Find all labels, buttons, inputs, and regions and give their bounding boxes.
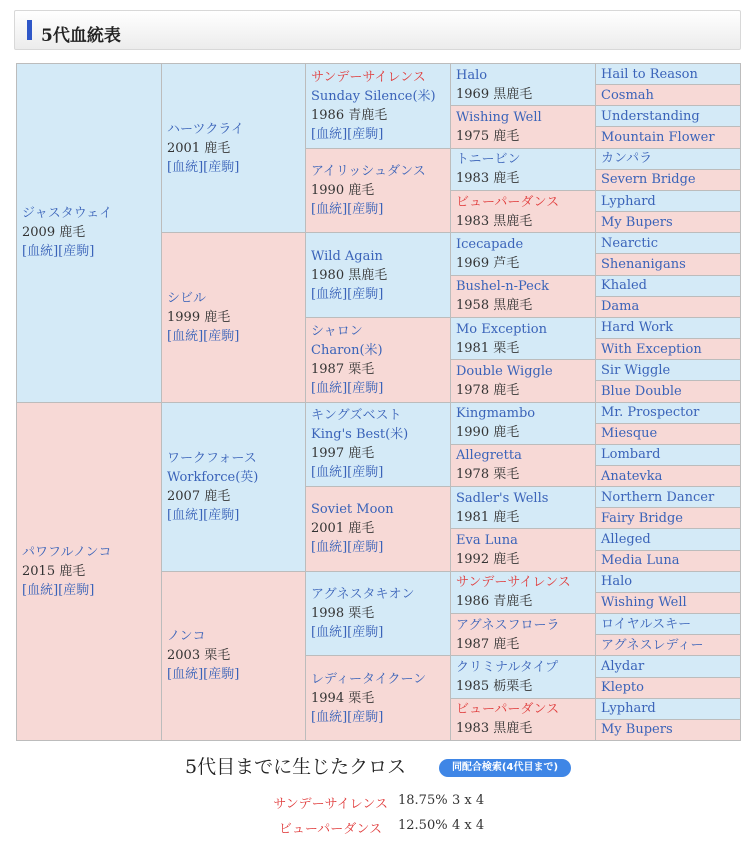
horse-name-link[interactable]: Lombard <box>601 447 661 463</box>
horse-name-line <box>311 341 446 360</box>
horse-name-link[interactable]: Mountain Flower <box>601 130 715 146</box>
offspring-link[interactable]: [産駒] <box>347 709 384 725</box>
horse-name-link[interactable]: Icecapade <box>456 236 524 252</box>
horse-name-link[interactable]: シビル <box>167 290 207 306</box>
horse-birth-color: 1981 栗毛 <box>456 340 520 356</box>
blood-link[interactable]: [血統] <box>311 540 348 556</box>
offspring-link[interactable]: [産駒] <box>347 286 384 302</box>
ancestor-cell-gen5 <box>596 381 741 402</box>
horse-name-link[interactable]: Shenanigans <box>601 256 686 272</box>
horse-birth-color: 1998 栗毛 <box>311 606 375 622</box>
ancestor-cell-gen5 <box>596 677 741 698</box>
ancestor-cell-g4 <box>451 360 596 402</box>
cross-title: 5代目までに生じたクロス <box>185 756 407 778</box>
horse-name-link[interactable]: Sunday Silence(米) <box>311 88 436 104</box>
ancestor-cell-gen5 <box>596 148 741 169</box>
ancestor-cell-gen5 <box>596 529 741 550</box>
horse-name-line <box>311 322 446 341</box>
cross-generation: 4 x 4 <box>452 818 485 833</box>
blood-link[interactable]: [血統] <box>311 126 348 142</box>
cross-percent: 18.75% <box>398 793 448 808</box>
ancestor-cell-g3 <box>306 571 451 656</box>
horse-name-link[interactable]: King's Best(米) <box>311 427 409 443</box>
cross-generation: 3 x 4 <box>452 793 485 808</box>
ancestor-cell-gen5 <box>596 169 741 190</box>
ancestor-cell-gen5 <box>596 85 741 106</box>
horse-name-link[interactable]: With Exception <box>601 341 702 357</box>
horse-name-line <box>456 277 591 296</box>
cross-percent: 12.50% <box>398 818 448 833</box>
blood-link[interactable]: [血統] <box>311 201 348 217</box>
horse-name-link[interactable]: ビューパーダンス <box>456 702 560 718</box>
horse-name-link[interactable]: アグネスタキオン <box>311 587 415 603</box>
horse-name-link[interactable]: Halo <box>456 67 488 83</box>
blood-link[interactable]: [血統] <box>22 582 59 598</box>
offspring-link[interactable]: [産駒] <box>347 380 384 396</box>
horse-name-link[interactable]: Understanding <box>601 108 700 124</box>
blood-link[interactable]: [血統] <box>311 380 348 396</box>
blood-link[interactable]: [血統] <box>167 159 204 175</box>
horse-name-link[interactable]: シャロン <box>311 323 363 339</box>
ancestor-cell-g4 <box>451 571 596 613</box>
horse-birth-color: 1980 黒鹿毛 <box>311 267 388 283</box>
horse-name-line <box>311 425 446 444</box>
ancestor-cell-gen5 <box>596 64 741 85</box>
horse-links <box>311 125 446 144</box>
horse-birth-color: 1997 鹿毛 <box>311 446 375 462</box>
horse-name-link[interactable]: Halo <box>601 574 633 590</box>
horse-name-link[interactable]: My Bupers <box>601 722 673 738</box>
horse-name-line <box>311 406 446 425</box>
horse-links <box>167 506 301 525</box>
horse-name-line <box>456 320 591 339</box>
horse-name-link[interactable]: Alydar <box>601 658 645 674</box>
ancestor-cell-gen5 <box>596 656 741 677</box>
offspring-link[interactable]: [産駒] <box>347 540 384 556</box>
horse-name-link[interactable]: アグネスフローラ <box>456 617 560 633</box>
horse-name-link[interactable]: ノンコ <box>167 629 206 645</box>
horse-name-link[interactable]: アイリッシュダンス <box>311 163 426 179</box>
horse-name-line <box>311 68 446 87</box>
blood-link[interactable]: [血統] <box>311 625 348 641</box>
ancestor-cell-gen5 <box>596 360 741 381</box>
horse-name-line <box>311 87 446 106</box>
horse-name-line <box>167 627 301 646</box>
offspring-link[interactable]: [産駒] <box>203 159 240 175</box>
offspring-link[interactable]: [産駒] <box>347 465 384 481</box>
offspring-link[interactable]: [産駒] <box>203 667 240 683</box>
horse-name-line <box>167 468 301 487</box>
horse-name-link[interactable]: トニービン <box>456 152 521 168</box>
horse-name-link[interactable]: ビューパーダンス <box>456 194 560 210</box>
header-accent-bar <box>27 20 32 40</box>
horse-birth-color: 1981 鹿毛 <box>456 509 520 525</box>
horse-links <box>167 327 301 346</box>
horse-name-line <box>22 543 157 562</box>
horse-name-link[interactable]: Hard Work <box>601 320 674 336</box>
horse-name-link[interactable]: Eva Luna <box>456 533 518 549</box>
ancestor-cell-g4 <box>451 487 596 529</box>
horse-birth-color: 2001 鹿毛 <box>311 521 375 537</box>
horse-name-line <box>167 449 301 468</box>
horse-birth-color: 1994 栗毛 <box>311 690 375 706</box>
horse-birth-color: 1987 栗毛 <box>311 361 375 377</box>
ancestor-cell-gen5 <box>596 127 741 148</box>
ancestor-cell-g4 <box>451 148 596 190</box>
horse-name-link[interactable]: ワークフォース <box>167 450 257 466</box>
ancestor-cell-g3 <box>306 148 451 233</box>
horse-name-link[interactable]: Severn Bridge <box>601 172 696 188</box>
ancestor-cell-g4 <box>451 233 596 275</box>
horse-birth-color: 1975 鹿毛 <box>456 128 520 144</box>
horse-name-link[interactable]: クリミナルタイプ <box>456 660 559 676</box>
ancestor-cell-gen5 <box>596 487 741 508</box>
ancestor-cell-gen5 <box>596 317 741 338</box>
ancestor-cell-gen5 <box>596 571 741 592</box>
horse-links <box>311 200 446 219</box>
horse-name-link[interactable]: ロイヤルスキー <box>601 616 692 632</box>
pedigree-row <box>17 402 741 423</box>
horse-name-link[interactable]: Anatevka <box>601 468 663 484</box>
horse-name-line <box>311 162 446 181</box>
ancestor-cell-g2 <box>162 64 306 233</box>
horse-name-line <box>167 120 301 139</box>
offspring-link[interactable]: [産駒] <box>203 328 240 344</box>
horse-name-link[interactable]: ハーツクライ <box>167 121 244 137</box>
same-breeding-search-button[interactable]: 同配合検索(4代目まで) <box>439 759 571 777</box>
horse-name-line <box>456 531 591 550</box>
blood-link[interactable]: [血統] <box>167 507 204 523</box>
ancestor-cell-g2 <box>162 402 306 571</box>
horse-name-link[interactable]: Lyphard <box>601 193 656 209</box>
horse-name-link[interactable]: Allegretta <box>456 448 522 464</box>
offspring-link[interactable]: [産駒] <box>347 201 384 217</box>
ancestor-cell-g4 <box>451 275 596 317</box>
horse-name-link[interactable]: Blue Double <box>601 383 682 399</box>
ancestor-cell-gen5 <box>596 698 741 719</box>
horse-name-line <box>456 66 591 85</box>
horse-birth-color: 1978 栗毛 <box>456 467 520 483</box>
ancestor-cell-gen5 <box>596 465 741 486</box>
horse-name-link[interactable]: Wishing Well <box>456 109 542 125</box>
horse-links <box>311 463 446 482</box>
horse-name-line <box>456 700 591 719</box>
horse-name-line <box>22 204 157 223</box>
blood-link[interactable]: [血統] <box>167 328 204 344</box>
horse-birth-color: 1969 芦毛 <box>456 255 520 271</box>
horse-name-link[interactable]: Cosmah <box>601 87 654 103</box>
horse-name-link[interactable]: Hail to Reason <box>601 66 698 82</box>
horse-name-link[interactable]: Dama <box>601 299 640 315</box>
horse-birth-color: 2007 鹿毛 <box>167 488 231 504</box>
ancestor-cell-g4 <box>451 529 596 571</box>
horse-name-line <box>456 404 591 423</box>
horse-name-line <box>311 670 446 689</box>
horse-links <box>311 379 446 398</box>
horse-name-link[interactable]: Wishing Well <box>601 595 687 611</box>
horse-name-link[interactable]: Charon(米) <box>311 342 383 358</box>
horse-name-line <box>456 446 591 465</box>
ancestor-cell-g4 <box>451 614 596 656</box>
horse-name-link[interactable]: Fairy Bridge <box>601 510 683 526</box>
horse-name-link[interactable]: Mr. Prospector <box>601 405 700 421</box>
horse-name-link[interactable]: Alleged <box>601 532 651 548</box>
horse-birth-color: 2001 鹿毛 <box>167 140 231 156</box>
ancestor-cell-g3 <box>306 233 451 318</box>
ancestor-cell-g2 <box>162 233 306 402</box>
horse-links <box>22 581 157 600</box>
horse-links <box>167 665 301 684</box>
ancestor-cell-gen5 <box>596 719 741 740</box>
ancestor-cell-g4 <box>451 190 596 232</box>
horse-name-link[interactable]: サンデーサイレンス <box>311 69 426 85</box>
horse-name-line <box>311 247 446 266</box>
horse-links <box>167 158 301 177</box>
ancestor-cell-g3 <box>306 64 451 149</box>
offspring-link[interactable]: [産駒] <box>203 507 240 523</box>
ancestor-cell-g2 <box>162 571 306 740</box>
ancestor-cell-g4 <box>451 402 596 444</box>
horse-birth-color: 1983 鹿毛 <box>456 171 520 187</box>
horse-name-line <box>456 362 591 381</box>
ancestor-cell-g1 <box>17 64 162 403</box>
horse-birth-color: 1990 鹿毛 <box>311 182 375 198</box>
ancestor-cell-gen5 <box>596 402 741 423</box>
horse-name-link[interactable]: Klepto <box>601 680 644 696</box>
blood-link[interactable]: [血統] <box>167 667 204 683</box>
ancestor-cell-g3 <box>306 656 451 741</box>
horse-birth-color: 1992 鹿毛 <box>456 552 520 568</box>
ancestor-cell-gen5 <box>596 550 741 571</box>
horse-name-line <box>456 489 591 508</box>
horse-name-link[interactable]: カンパラ <box>601 151 653 167</box>
offspring-link[interactable]: [産駒] <box>347 625 384 641</box>
horse-name-line <box>456 573 591 592</box>
blood-link[interactable]: [血統] <box>311 465 348 481</box>
ancestor-cell-gen5 <box>596 106 741 127</box>
pedigree-table <box>16 63 741 741</box>
horse-name-link[interactable]: Miesque <box>601 426 658 442</box>
ancestor-cell-gen5 <box>596 614 741 635</box>
blood-link[interactable]: [血統] <box>311 286 348 302</box>
horse-name-link[interactable]: Lyphard <box>601 701 656 717</box>
ancestor-cell-g4 <box>451 444 596 486</box>
ancestor-cell-gen5 <box>596 592 741 613</box>
ancestor-cell-gen5 <box>596 423 741 444</box>
horse-name-link[interactable]: レディータイクーン <box>311 671 427 687</box>
horse-name-link[interactable]: パワフルノンコ <box>22 544 112 560</box>
horse-name-link[interactable]: Sir Wiggle <box>601 362 671 378</box>
horse-birth-color: 1999 鹿毛 <box>167 309 231 325</box>
ancestor-cell-gen5 <box>596 339 741 360</box>
horse-links <box>22 242 157 261</box>
ancestor-cell-g4 <box>451 106 596 148</box>
horse-birth-color: 1958 黒鹿毛 <box>456 298 533 314</box>
horse-name-line <box>456 193 591 212</box>
horse-name-line <box>456 235 591 254</box>
ancestor-cell-g3 <box>306 487 451 572</box>
horse-links <box>311 538 446 557</box>
horse-name-line <box>167 289 301 308</box>
offspring-link[interactable]: [産駒] <box>58 244 95 260</box>
horse-birth-color: 1986 青鹿毛 <box>456 594 533 610</box>
ancestor-cell-g4 <box>451 698 596 740</box>
horse-birth-color: 1983 黒鹿毛 <box>456 213 533 229</box>
horse-name-link[interactable]: Double Wiggle <box>456 363 553 379</box>
horse-name-line <box>456 150 591 169</box>
horse-name-line <box>456 616 591 635</box>
horse-name-link[interactable]: Wild Again <box>311 248 383 264</box>
horse-birth-color: 1986 青鹿毛 <box>311 107 388 123</box>
ancestor-cell-gen5 <box>596 190 741 211</box>
horse-name-line <box>456 658 591 677</box>
ancestor-cell-gen5 <box>596 233 741 254</box>
cross-horse-link[interactable]: サンデーサイレンス <box>273 797 388 812</box>
horse-name-link[interactable]: My Bupers <box>601 214 673 230</box>
ancestor-cell-gen5 <box>596 296 741 317</box>
ancestor-cell-gen5 <box>596 254 741 275</box>
ancestor-cell-gen5 <box>596 635 741 656</box>
horse-name-link[interactable]: Mo Exception <box>456 321 547 337</box>
ancestor-cell-g3 <box>306 317 451 402</box>
horse-birth-color: 1969 黒鹿毛 <box>456 86 533 102</box>
horse-name-link[interactable]: Workforce(英) <box>167 469 259 485</box>
horse-name-link[interactable]: ジャスタウェイ <box>22 206 113 222</box>
ancestor-cell-gen5 <box>596 444 741 465</box>
ancestor-cell-g1 <box>17 402 162 741</box>
offspring-link[interactable]: [産駒] <box>58 582 95 598</box>
ancestor-cell-g4 <box>451 317 596 359</box>
horse-name-link[interactable]: Bushel-n-Peck <box>456 279 549 295</box>
ancestor-cell-gen5 <box>596 508 741 529</box>
horse-name-line <box>311 500 446 519</box>
ancestor-cell-gen5 <box>596 275 741 296</box>
section-header <box>14 10 741 50</box>
horse-name-link[interactable]: Nearctic <box>601 235 658 251</box>
blood-link[interactable]: [血統] <box>311 709 348 725</box>
ancestor-cell-g4 <box>451 64 596 106</box>
horse-name-link[interactable]: Khaled <box>601 278 648 294</box>
offspring-link[interactable]: [産駒] <box>347 126 384 142</box>
horse-birth-color: 2009 鹿毛 <box>22 225 86 241</box>
ancestor-cell-g3 <box>306 402 451 487</box>
horse-name-line <box>456 108 591 127</box>
horse-links <box>311 623 446 642</box>
horse-birth-color: 1987 鹿毛 <box>456 636 520 652</box>
horse-name-link[interactable]: Soviet Moon <box>311 502 394 518</box>
horse-name-link[interactable]: Sadler's Wells <box>456 490 549 506</box>
horse-name-link[interactable]: アグネスレディー <box>601 637 704 653</box>
horse-birth-color: 1983 黒鹿毛 <box>456 721 533 737</box>
horse-birth-color: 1990 鹿毛 <box>456 425 520 441</box>
cross-horse-link[interactable]: ビューパーダンス <box>278 822 382 837</box>
horse-birth-color: 1978 鹿毛 <box>456 382 520 398</box>
horse-name-line <box>311 585 446 604</box>
horse-birth-color: 1985 栃栗毛 <box>456 679 533 695</box>
blood-link[interactable]: [血統] <box>22 244 59 260</box>
horse-links <box>311 285 446 304</box>
horse-name-link[interactable]: Kingmambo <box>456 406 536 422</box>
horse-name-link[interactable]: サンデーサイレンス <box>456 575 571 591</box>
ancestor-cell-gen5 <box>596 212 741 233</box>
ancestor-cell-g4 <box>451 656 596 698</box>
horse-name-link[interactable]: Media Luna <box>601 553 680 569</box>
horse-birth-color: 2003 栗毛 <box>167 648 231 664</box>
section-title: 5代血統表 <box>41 26 121 46</box>
pedigree-row <box>17 64 741 85</box>
horse-name-link[interactable]: Northern Dancer <box>601 489 715 505</box>
horse-name-link[interactable]: キングズベスト <box>311 408 402 424</box>
horse-birth-color: 2015 鹿毛 <box>22 563 86 579</box>
horse-links <box>311 708 446 727</box>
